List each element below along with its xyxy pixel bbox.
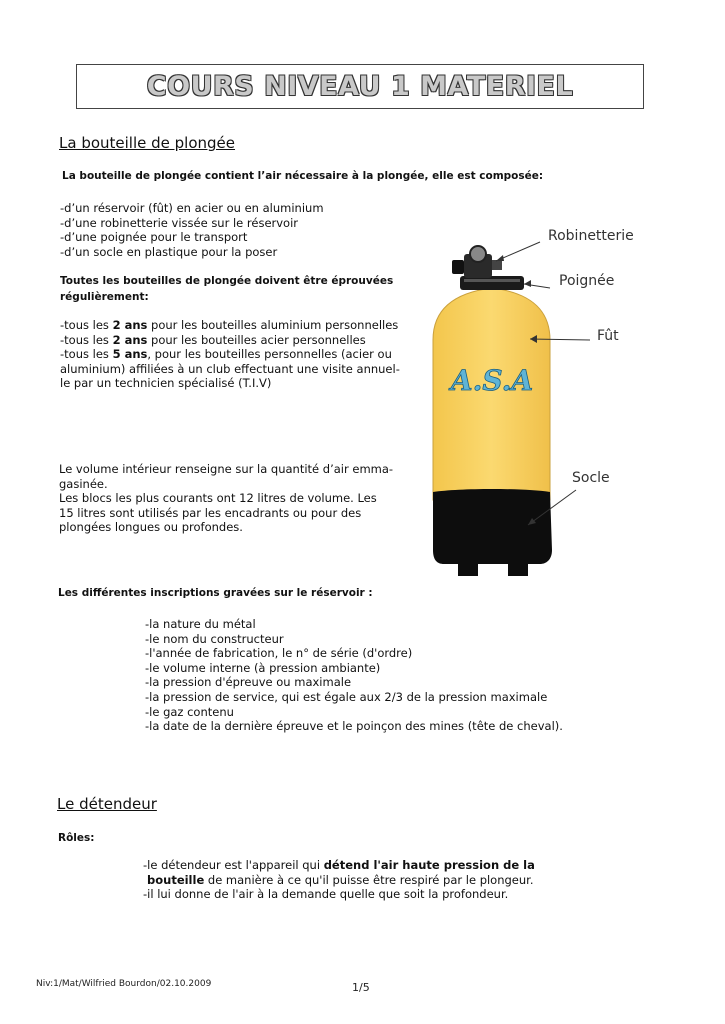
bouteille-intro: La bouteille de plongée contient l’air nécessaire à la plongée, elle est composée:	[62, 170, 544, 182]
footer-reference: Niv:1/Mat/Wilfried Bourdon/02.10.2009	[36, 979, 212, 989]
epreuve-rules	[60, 318, 400, 391]
list-item: -la nature du métal	[145, 617, 256, 631]
label-poignee: Poignée	[559, 273, 615, 289]
asa-logo: A.S.A	[450, 364, 534, 397]
roles-list	[143, 858, 535, 902]
list-item: -la date de la dernière épreuve et le poinçon des mines (tête de cheval).	[145, 719, 563, 734]
list-item: -l'année de fabrication, le n° de série (d'ordre)	[145, 646, 413, 661]
list-item: -d’une poignée pour le transport	[60, 230, 248, 245]
list-item: -le volume interne (à pression ambiante)	[145, 660, 381, 675]
epreuve-line: régulièrement:	[60, 291, 149, 303]
volume-paragraph	[59, 462, 393, 535]
text-line: Les blocs les plus courants ont 12 litres de volume. Les	[59, 491, 377, 506]
label-robinetterie: Robinetterie	[548, 228, 634, 244]
section-heading-bouteille: La bouteille de plongée	[59, 134, 236, 152]
list-item: -le nom du constructeur	[145, 631, 284, 646]
valve-icon	[452, 260, 464, 274]
list-item: -d’une robinetterie vissée sur le réservoir	[60, 215, 299, 230]
label-socle: Socle	[572, 470, 610, 486]
label-fut: Fût	[597, 328, 619, 344]
inscriptions-heading: Les différentes inscriptions gravées sur le réservoir :	[58, 587, 373, 599]
page-number: 1/5	[352, 981, 370, 994]
epreuve-line: Toutes les bouteilles de plongée doivent être éprouvées	[60, 275, 394, 287]
list-item: aluminium) affiliées à un club effectuant une visite annuel-	[60, 361, 400, 376]
tank-base	[433, 489, 552, 576]
list-item: -tous les 2 ans pour les bouteilles acier personnelles	[60, 332, 366, 347]
roles-label: Rôles:	[58, 832, 95, 844]
list-item: -la pression d'épreuve ou maximale	[145, 675, 352, 690]
text-line: Le volume intérieur renseigne sur la quantité d’air emma-	[59, 462, 394, 476]
composition-list	[60, 201, 324, 259]
inscriptions-list	[145, 617, 563, 734]
epreuve-heading	[60, 273, 393, 305]
list-item: bouteille de manière à ce qu'il puisse être respiré par le plongeur.	[143, 872, 534, 887]
text-line: gasinée.	[59, 476, 108, 491]
list-item: -tous les 2 ans pour les bouteilles aluminium personnelles	[60, 318, 399, 332]
text-line: 15 litres sont utilisés par les encadrants ou pour des	[59, 505, 362, 520]
list-item: -d’un socle en plastique pour la poser	[60, 244, 278, 259]
page-title: COURS NIVEAU 1 MATERIEL	[146, 71, 574, 102]
list-item: -le gaz contenu	[145, 704, 234, 719]
section-heading-detendeur: Le détendeur	[57, 795, 157, 813]
list-item: le par un technicien spécialisé (T.I.V)	[60, 376, 272, 391]
list-item: -la pression de service, qui est égale aux 2/3 de la pression maximale	[145, 689, 548, 704]
list-item: -tous les 5 ans, pour les bouteilles personnelles (acier ou	[60, 347, 392, 362]
handle-icon	[460, 276, 524, 290]
list-item: -d’un réservoir (fût) en acier ou en aluminium	[60, 201, 324, 215]
text-line: plongées longues ou profondes.	[59, 520, 243, 535]
list-item: -il lui donne de l'air à la demande quelle que soit la profondeur.	[143, 887, 509, 902]
list-item: -le détendeur est l'appareil qui détend l'air haute pression de la	[143, 858, 535, 872]
